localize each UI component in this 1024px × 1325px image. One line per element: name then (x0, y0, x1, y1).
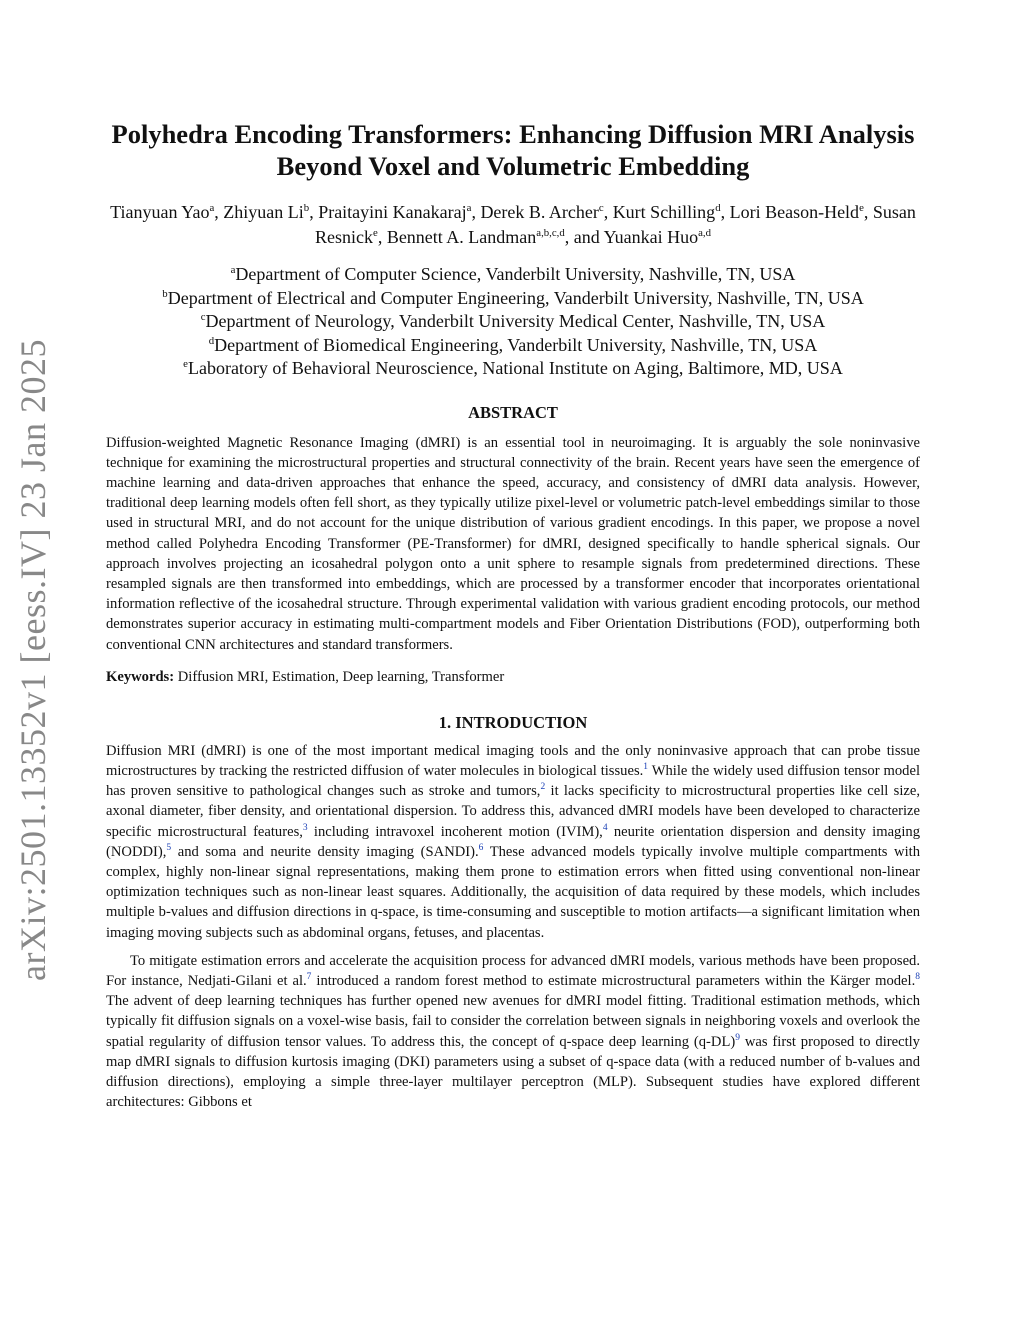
author-name: Praitayini Kanakaraj (318, 202, 467, 222)
author-affiliation-mark: a,b,c,d (536, 227, 565, 239)
citation-link[interactable]: 2 (540, 782, 546, 793)
author-affiliation-mark: e (373, 227, 378, 239)
paper-page (106, 118, 920, 1112)
paragraph-text-segment: including intravoxel incoherent motion (IVIM), (307, 823, 603, 840)
author-affiliation-mark: d (715, 202, 721, 214)
author-list (106, 200, 920, 250)
affiliation-text: Department of Computer Science, Vanderbilt University, Nashville, TN, USA (235, 264, 796, 284)
abstract-heading: ABSTRACT (468, 402, 558, 422)
author-separator: , (309, 202, 319, 222)
affiliation (106, 287, 920, 311)
author-name: Derek B. Archer (480, 202, 599, 222)
paragraph-text-segment: it lacks specificity to microstructural properties like cell size, axonal diameter, fiber density, and orientational dispersion. To address this, advanced dMRI models have been developed to characterize specific microstructural features, (106, 783, 920, 840)
citation-link[interactable]: 4 (602, 822, 608, 833)
author-affiliation-mark: a,d (698, 227, 711, 239)
title-line-1: Polyhedra Encoding Transformers: Enhancing Diffusion MRI Analysis (111, 119, 915, 149)
author-name: Yuankai Huo (603, 227, 699, 247)
affiliation (106, 357, 920, 381)
author-affiliation-mark: c (598, 202, 604, 214)
introduction-paragraph-1 (106, 741, 920, 943)
author-separator: , (720, 202, 730, 222)
citation-link[interactable]: 8 (915, 972, 920, 983)
keywords-values: Diffusion MRI, Estimation, Deep learning, Transformer (177, 668, 505, 685)
author-separator: , (471, 202, 481, 222)
affiliation-text: Department of Biomedical Engineering, Vanderbilt University, Nashville, TN, USA (214, 334, 818, 355)
author-name: Tianyuan Yao (110, 202, 210, 222)
affiliation-mark: d (208, 334, 215, 347)
paragraph-text-segment: neurite orientation dispersion and density imaging (NODDI), (106, 823, 920, 860)
paragraph-text-segment: These advanced models typically involve multiple compartments with complex, highly non-linear signal representations, making them prone to estimation errors when fitted using conventional non-linear optimization techniques such as non-linear least squares. Additionally, the acquisition of data required by these models, which includes multiple b-values and diffusion directions in q-space, is time-consuming and susceptible to motion artifacts—a significant limitation when imaging moving subjects such as abdominal organs, fetuses, and placentas. (106, 843, 920, 941)
affiliation-mark: e (183, 358, 188, 370)
affiliation-list (106, 263, 920, 381)
author-affiliation-mark: e (859, 202, 864, 214)
citation-link[interactable]: 7 (306, 972, 312, 983)
abstract-text: Diffusion-weighted Magnetic Resonance Imaging (dMRI) is an essential tool in neuroimaging. It is arguably the sole noninvasive technique for examining the microstructural properties and structural connectivity of the brain. Recent years have seen the emergence of machine learning and data-driven approaches that enhance the speed, accuracy, and consistency of dMRI data analysis. However, traditional deep learning models often fell short, as they typically utilize pixel-level or volumetric patch-level embeddings similar to those used in structural MRI, and do not account for the unique distribution of various gradient encodings. In this paper, we propose a novel method called Polyhedra Encoding Transformer (PE-Transformer) for dMRI, designed specifically to handle spherical signals. Our approach involves projecting an icosahedral polygon onto a unit sphere to resample signals from predetermined directions. These resampled signals are then transformed into embeddings, which are processed by a transformer encoder that incorporates orientational information reflective of the icosahedral structure. Through experimental validation with various gradient encoding protocols, our method demonstrates superior accuracy in estimating multi-compartment models and Fiber Orientation Distributions (FOD), outperforming both conventional CNN architectures and standard transformers. (106, 434, 920, 653)
paragraph-text-segment: introduced a random forest method to estimate microstructural parameters within the Kärger model. (311, 972, 916, 989)
affiliation-mark: a (230, 264, 236, 276)
title-line-2: Beyond Voxel and Volumetric Embedding (276, 151, 750, 181)
arxiv-sidebar-stamp (8, 339, 58, 981)
citation-link[interactable]: 5 (166, 842, 172, 853)
affiliation-mark: c (200, 311, 206, 323)
keywords-line (106, 667, 920, 687)
author-separator: , (214, 202, 224, 222)
paper-title (106, 118, 920, 182)
author-separator: , and (564, 227, 604, 247)
keywords-label: Keywords: (106, 668, 175, 685)
introduction-paragraph-2 (106, 951, 920, 1113)
author-name: Bennett A. Landman (386, 227, 537, 247)
paragraph-text-segment: Diffusion MRI (dMRI) is one of the most important medical imaging tools and the only noninvasive approach that can probe tissue microstructures by tracking the restricted diffusion of water molecules in biological tissues. (106, 742, 920, 779)
affiliation (106, 263, 920, 287)
author-affiliation-mark: a (209, 202, 215, 214)
author-affiliation-mark: b (303, 202, 310, 214)
paragraph-text-segment: To mitigate estimation errors and accelerate the acquisition process for advanced dMRI models, various methods have been proposed. For instance, Nedjati-Gilani et al. (106, 952, 920, 989)
paragraph-text-segment: While the widely used diffusion tensor model has proven sensitive to pathological changes such as stroke and tumors, (106, 762, 920, 800)
introduction-heading: 1. INTRODUCTION (438, 712, 588, 732)
author-affiliation-mark: a (466, 202, 472, 214)
affiliation-text: Laboratory of Behavioral Neuroscience, National Institute on Aging, Baltimore, MD, USA (187, 358, 843, 378)
author-name: Susan Resnick (315, 202, 916, 247)
paragraph-text-segment: was first proposed to directly map dMRI signals to diffusion kurtosis imaging (DKI) parameters using a subset of q-space data (with a reduced number of b-values and diffusion directions), employing a simple three-layer multilayer perceptron (MLP). Subsequent studies have explored different architectures: Gibbons et (106, 1033, 920, 1111)
citation-link[interactable]: 3 (302, 822, 308, 833)
arxiv-identifier: arXiv:2501.13352v1 [eess.IV] 23 Jan 2025 (13, 339, 53, 981)
affiliation-text: Department of Electrical and Computer Engineering, Vanderbilt University, Nashville, TN, USA (167, 287, 864, 308)
affiliation-text: Department of Neurology, Vanderbilt University Medical Center, Nashville, TN, USA (205, 311, 826, 331)
author-separator: , (863, 202, 873, 222)
citation-link[interactable]: 6 (478, 842, 484, 853)
author-name: Zhiyuan Li (223, 202, 304, 222)
affiliation-mark: b (162, 287, 168, 300)
citation-link[interactable]: 9 (735, 1032, 740, 1043)
paragraph-text-segment: and soma and neurite density imaging (SANDI). (171, 843, 479, 860)
author-name: Kurt Schilling (612, 202, 716, 222)
author-name: Lori Beason-Held (729, 202, 860, 222)
author-separator: , (603, 202, 613, 222)
affiliation (106, 334, 920, 358)
author-separator: , (377, 227, 387, 247)
affiliation (106, 310, 920, 334)
citation-link[interactable]: 1 (643, 762, 649, 773)
paragraph-text-segment: The advent of deep learning techniques has further opened new avenues for dMRI model fitting. Traditional estimation methods, which typically fit diffusion signals on a voxel-wise basis, fail to consider the correlation between signals in neighboring voxels and overlook the spatial regularity of diffusion tensor values. To address this, the concept of q-space deep learning (q-DL) (106, 993, 920, 1050)
